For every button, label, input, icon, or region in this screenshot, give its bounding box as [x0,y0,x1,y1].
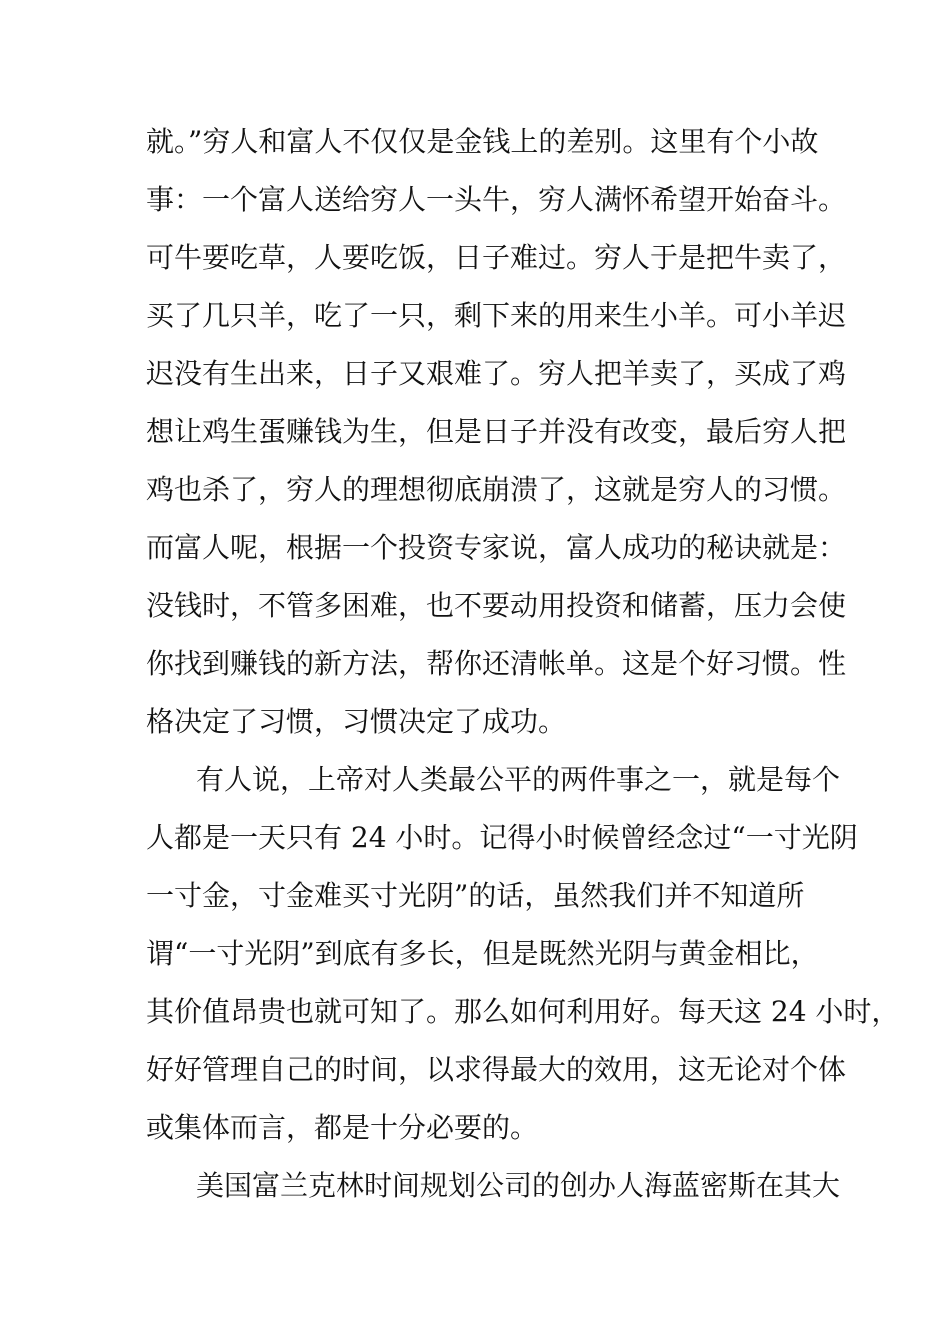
text-line: 谓“一寸光阴”到底有多长，但是既然光阴与黄金相比， [146,937,819,970]
text-line: 可牛要吃草，人要吃饭，日子难过。穷人于是把牛卖了， [146,241,847,274]
text-line: 就。”穷人和富人不仅仅是金钱上的差别。这里有个小故 [146,125,819,158]
text-line: 鸡也杀了，穷人的理想彻底崩溃了，这就是穷人的习惯。 [146,473,847,506]
text-line: 迟没有生出来，日子又艰难了。穷人把羊卖了，买成了鸡 [146,357,847,390]
text-line: 事：一个富人送给穷人一头牛，穷人满怀希望开始奋斗。 [146,183,847,216]
text-line: 或集体而言，都是十分必要的。 [146,1111,539,1144]
text-line: 好好管理自己的时间，以求得最大的效用，这无论对个体 [146,1053,847,1086]
text-line: 美国富兰克林时间规划公司的创办人海蓝密斯在其大 [196,1169,841,1202]
text-line: 格决定了习惯，习惯决定了成功。 [146,705,567,738]
text-line: 你找到赚钱的新方法，帮你还清帐单。这是个好习惯。性 [146,647,847,680]
text-line: 而富人呢，根据一个投资专家说，富人成功的秘诀就是： [146,531,847,564]
text-line: 买了几只羊，吃了一只，剩下来的用来生小羊。可小羊迟 [146,299,847,332]
text-line: 想让鸡生蛋赚钱为生，但是日子并没有改变，最后穷人把 [146,415,847,448]
text-line: 有人说，上帝对人类最公平的两件事之一，就是每个 [196,763,841,796]
text-line: 没钱时，不管多困难，也不要动用投资和储蓄，压力会使 [146,589,847,622]
text-line: 一寸金，寸金难买寸光阴”的话，虽然我们并不知道所 [146,879,805,912]
text-line: 人都是一天只有 24 小时。记得小时候曾经念过“一寸光阴 [146,821,858,854]
text-line: 其价值昂贵也就可知了。那么如何利用好。每天这 24 小时， [146,995,900,1028]
